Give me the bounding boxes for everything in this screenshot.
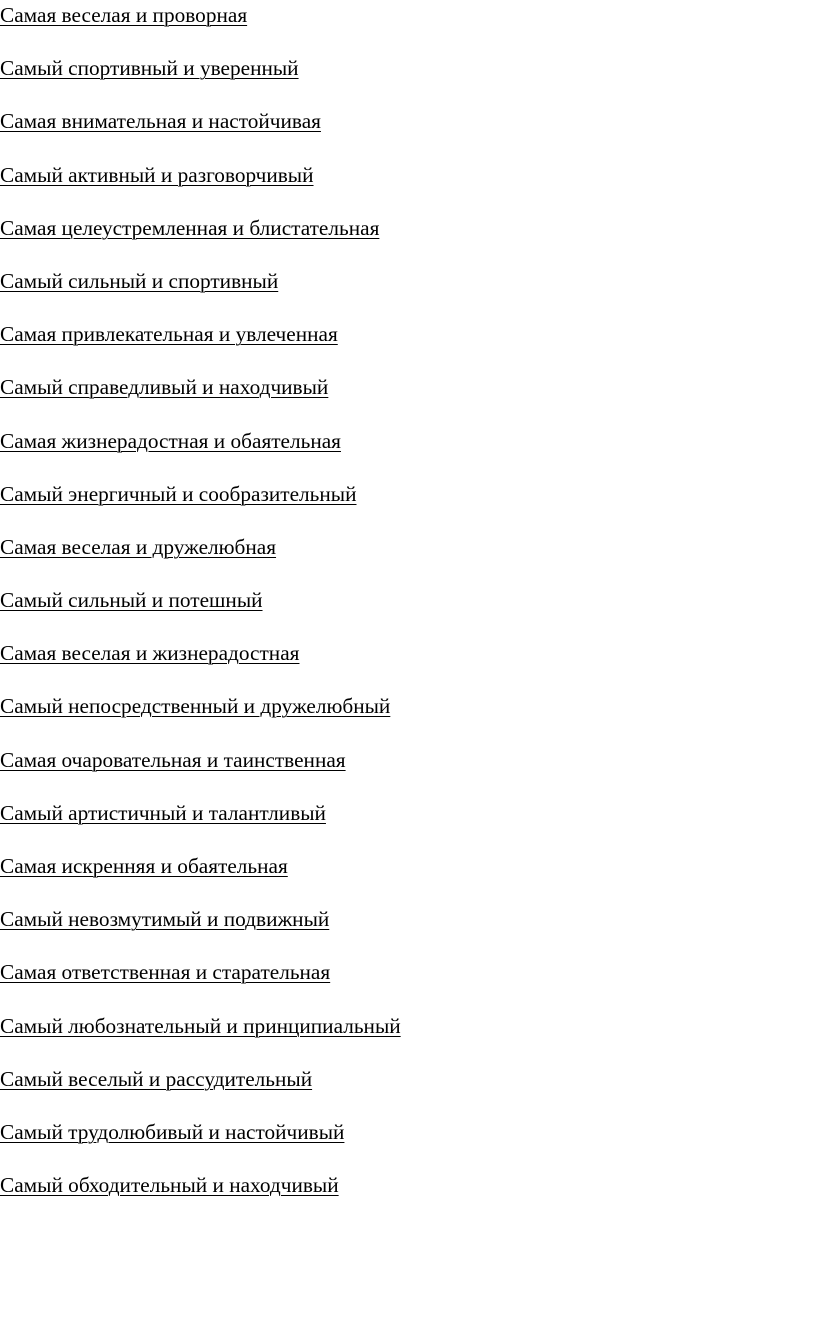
line-text: Самая веселая и проворная <box>0 3 248 27</box>
text-line <box>0 691 816 744</box>
text-line <box>0 1117 816 1170</box>
text-line <box>0 213 816 266</box>
line-text: Самый сильный и спортивный <box>0 268 279 293</box>
line-text: Самый артистичный и талантливый <box>0 800 326 825</box>
text-line <box>0 904 816 957</box>
text-line <box>0 957 816 1010</box>
text-line <box>0 319 816 372</box>
text-line <box>0 1011 816 1064</box>
text-line <box>0 798 816 851</box>
text-line <box>0 851 816 904</box>
line-text: Самая веселая и дружелюбная <box>0 534 277 559</box>
text-line <box>0 53 816 106</box>
line-text: Самый трудолюбивый и настойчивый <box>0 1119 345 1144</box>
line-text: Самый сильный и потешный <box>0 588 263 613</box>
text-line <box>0 479 816 532</box>
text-line <box>0 0 816 53</box>
line-text: Самый спортивный и уверенный <box>0 56 299 81</box>
text-line <box>0 426 816 479</box>
line-text: Самый справедливый и находчивый <box>0 375 329 400</box>
text-line <box>0 585 816 638</box>
text-line <box>0 1170 816 1223</box>
line-text: Самый обходительный и находчивый <box>0 1173 339 1198</box>
line-text: Самая целеустремленная и блистательная <box>0 215 380 240</box>
text-line <box>0 106 816 159</box>
text-line <box>0 1064 816 1117</box>
text-line <box>0 160 816 213</box>
text-line <box>0 745 816 798</box>
text-line <box>0 266 816 319</box>
line-text: Самый любознательный и принципиальный <box>0 1013 401 1038</box>
line-text: Самая ответственная и старательная <box>0 960 331 985</box>
line-text: Самая жизнерадостная и обаятельная <box>0 428 341 453</box>
line-text: Самый веселый и рассудительный <box>0 1066 313 1091</box>
line-text: Самая искренняя и обаятельная <box>0 854 288 878</box>
text-line <box>0 638 816 691</box>
line-text: Самый непосредственный и дружелюбный <box>0 694 391 719</box>
text-line <box>0 532 816 585</box>
line-text: Самая веселая и жизнерадостная <box>0 641 300 666</box>
line-text: Самая внимательная и настойчивая <box>0 109 321 134</box>
line-text: Самая очаровательная и таинственная <box>0 747 346 772</box>
line-text: Самый активный и разговорчивый <box>0 162 314 187</box>
line-text: Самый невозмутимый и подвижный <box>0 907 330 932</box>
text-line <box>0 372 816 425</box>
line-text: Самый энергичный и сообразительный <box>0 481 357 506</box>
line-text: Самая привлекательная и увлеченная <box>0 322 338 347</box>
